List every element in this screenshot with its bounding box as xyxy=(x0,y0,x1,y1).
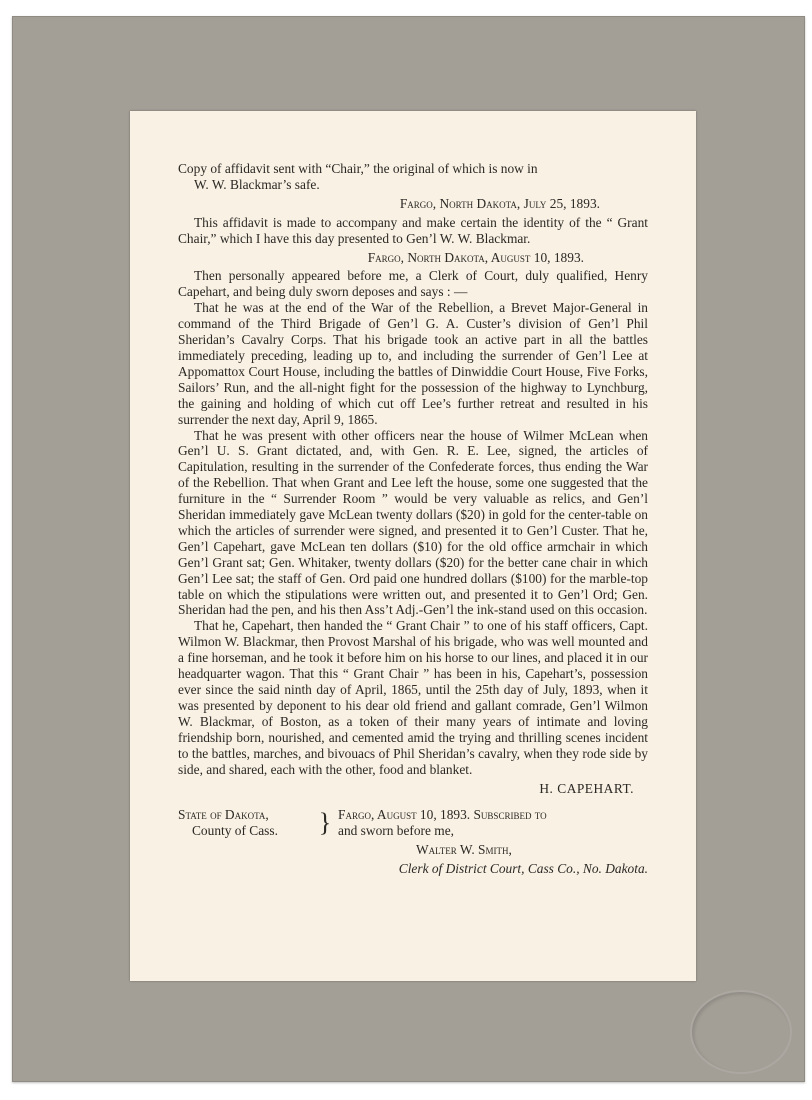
venue-jurat xyxy=(338,807,648,839)
venue-block xyxy=(178,807,648,839)
paragraph-5: That he, Capehart, then handed the “ Grant Chair ” to one of his staff officers, Capt. Wilmon W. Blackmar, then Provost Marshal of his brigade, who was well mounted and a fine horseman, and he took it before him on his horse to our lines, and placed it in our headquarter wagon. That this “ Grant Chair ” has been in his, Capehart’s, possession ever since the said ninth day of April, 1865, until the 25th day of July, 1893, when it was presented by deponent to his dear old friend and gallant comrade, Gen’l Wilmon W. Blackmar, of Boston, as a token of their many years of intimate and loving friendship born, nourished, and cemented amid the trying and thrilling scenes incident to the battles, marches, and bivouacs of Phil Sheridan’s cavalry, when they rode side by side, and shared, each with the other, food and blanket. xyxy=(178,618,648,777)
venue-state: State of Dakota, xyxy=(178,807,269,823)
venue-date-text: Fargo, August 10, 1893. Subscribed to xyxy=(338,807,547,823)
heading-line-2: W. W. Blackmar’s safe. xyxy=(194,176,320,192)
venue-date xyxy=(338,807,648,823)
venue-county: County of Cass. xyxy=(192,823,278,839)
dateline-july: Fargo, North Dakota, July 25, 1893. xyxy=(399,195,600,211)
paragraph-1: This affidavit is made to accompany and make certain the identity of the “ Grant Chair,” which I have this day presented to Gen’l W. W. Blackmar. xyxy=(178,214,648,246)
clerk-name: Walter W. Smith, xyxy=(416,842,512,858)
venue-sworn: and sworn before me, xyxy=(338,823,455,839)
heading-line-1: Copy of affidavit sent with “Chair,” the original of which is now in xyxy=(178,161,538,176)
affidavit-text xyxy=(178,161,648,877)
signature-capehart: H. CAPEHART. xyxy=(539,781,634,797)
venue-brace: } xyxy=(318,808,332,838)
clerk-title: Clerk of District Court, Cass Co., No. Dakota. xyxy=(398,861,648,877)
paragraph-4: That he was present with other officers near the house of Wilmer McLean when Gen’l U. S. Grant dictated, and, with Gen. R. E. Lee, signed, the articles of Capitulation, resulting in the surrender of the Confederate forces, thus ending the War of the Rebellion. That when Grant and Lee left the house, some one suggested that the furniture in the “ Surrender Room ” would be very valuable as relics, and Gen’l Sheridan immediately gave McLean twenty dollars ($20) in gold for the center-table on which the articles of surrender were signed, and presented it to Gen’l Custer. That he, Gen’l Capehart, gave McLean ten dollars ($10) for the old office armchair in which Gen’l Grant sat; Gen. Whitaker, twenty dollars ($20) for the better cane chair in which Gen’l Lee sat; the staff of Gen. Ord paid one hundred dollars ($100) for the marble-top table on which the stipulations were written out, and presented it to Gen’l Ord; Gen. Sheridan had the pen, and his then Ass’t Adj.-Gen’l the ink-stand used on this occasion. xyxy=(178,427,648,618)
venue-location xyxy=(178,807,312,839)
embossed-seal xyxy=(690,990,792,1074)
dateline-august: Fargo, North Dakota, August 10, 1893. xyxy=(367,249,584,265)
paragraph-3: That he was at the end of the War of the Rebellion, a Brevet Major-General in command of the Third Brigade of Gen’l G. A. Custer’s division of Gen’l Phil Sheridan’s Cavalry Corps. That his brigade took an active part in all the battles immediately preceding, leading up to, and including the surrender of Gen’l Lee at Appomattox Court House, including the battles of Dinwiddie Court House, Five Forks, Sailors’ Run, and the all-night fight for the possession of the highway to Lynchburg, the gaining and holding of which cut off Lee’s further retreat and resulted in his surrender the next day, April 9, 1865. xyxy=(178,300,648,427)
affidavit-sheet xyxy=(130,111,696,981)
paragraph-2: Then personally appeared before me, a Clerk of Court, duly qualified, Henry Capehart, and being duly sworn deposes and says : — xyxy=(178,268,648,300)
